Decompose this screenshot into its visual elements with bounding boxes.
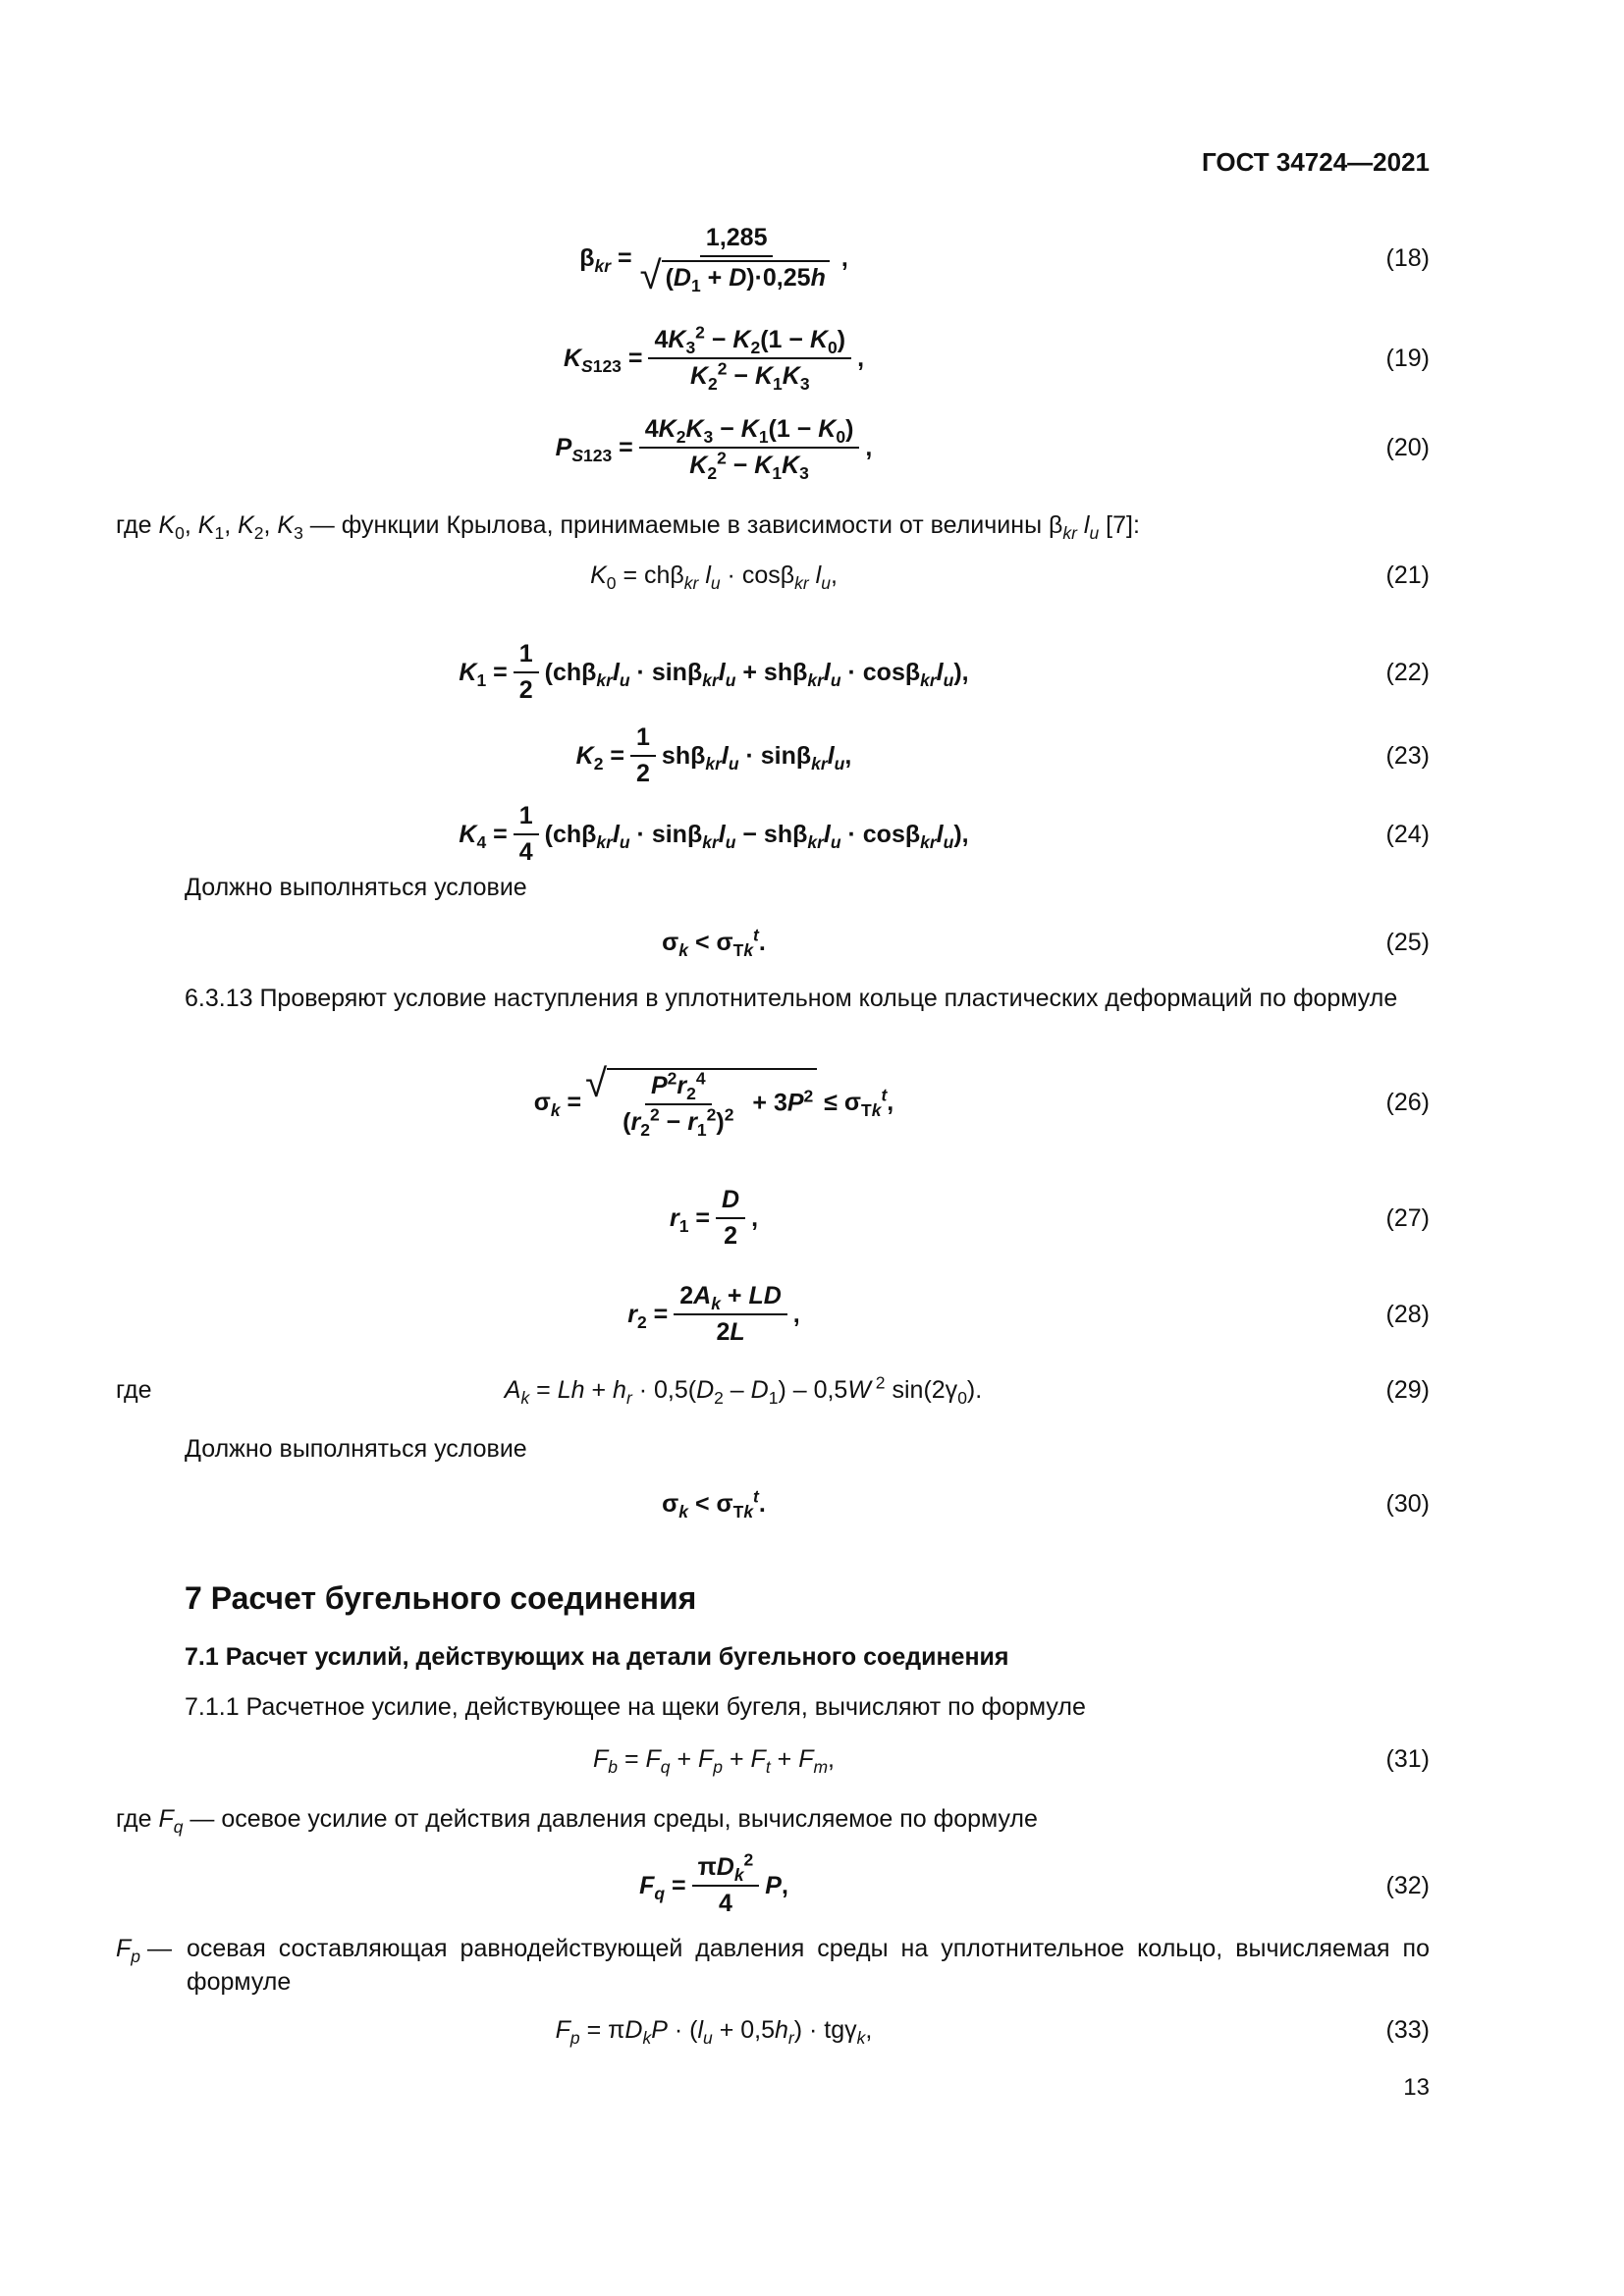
equation-number: (20) bbox=[1385, 433, 1430, 461]
condition-paragraph-2: Должно выполняться условие bbox=[185, 1435, 527, 1463]
formula-sigma-condition-1: $\sigma_k < \sigma_{Tk}^t$. bbox=[662, 925, 766, 960]
equation-number: (22) bbox=[1385, 658, 1430, 686]
equation-number: (25) bbox=[1385, 929, 1430, 956]
condition-paragraph-1: Должно выполняться условие bbox=[185, 874, 527, 901]
document-code-header: ГОСТ 34724—2021 bbox=[1202, 147, 1430, 177]
equation-26 bbox=[116, 1068, 1430, 1140]
equation-number: (33) bbox=[1385, 2016, 1430, 2044]
equation-23 bbox=[116, 723, 1430, 788]
equation-22 bbox=[116, 640, 1430, 705]
equation-32 bbox=[116, 1849, 1430, 1918]
formula-fp: $F_p = \pi D_kP \cdot (l_u + 0,5h_r) \cdot tg\gamma_k$, bbox=[555, 2016, 873, 2048]
equation-29 bbox=[116, 1372, 1430, 1408]
page-number: 13 bbox=[1403, 2074, 1430, 2101]
equation-number: (19) bbox=[1385, 344, 1430, 372]
formula-sigma-condition-2: $\sigma_k < \sigma_{Tk}^t$. bbox=[662, 1486, 766, 1522]
formula-r2: $r_2$ = $\frac{2A_k + LD}{2L}$ , bbox=[627, 1282, 800, 1346]
formula-ps123: $P_{S123}$ = $\frac{4K_2K_3 - K_1(1 - K_0)}{K_2^2 - K_1K_3}$ , bbox=[555, 415, 873, 483]
equation-28 bbox=[116, 1282, 1430, 1347]
equation-number: (18) bbox=[1385, 243, 1430, 272]
formula-sigma-k: $\sigma_k$ = √ $\frac{P^2r_2^4}{(r_2^2 - r_1^2)^2}$ + $3P^2$ ≤ $\sigma_{Tk}^t$, bbox=[116, 1068, 1312, 1137]
equation-18 bbox=[116, 224, 1430, 293]
equation-number: (28) bbox=[1385, 1300, 1430, 1328]
equation-number: (23) bbox=[1385, 741, 1430, 770]
clause-6-3-13: 6.3.13 Проверяют условие наступления в уплотнительном кольце пластических деформаций по формуле bbox=[185, 985, 1398, 1012]
formula-k4: $K_4$ = $\frac{1}{4}$ $(ch\beta_{kr}l_u \cdot \sin\beta_{kr}l_u - sh\beta_{kr}l_u \cdot \cos\beta_{kr}l_u)$, bbox=[459, 802, 969, 866]
krylov-intro-paragraph: где $K_0$, $K_1$, $K_2$, $K_3$ — функции Крылова, принимаемые в зависимости от величины $\beta_{kr}$ $l_u$ [7]: bbox=[116, 511, 1140, 543]
where-label: где bbox=[116, 1376, 152, 1404]
equation-31 bbox=[116, 1745, 1430, 1777]
formula-fb: $F_b = F_q + F_p + F_t + F_m$, bbox=[592, 1745, 835, 1777]
equation-number: (29) bbox=[1385, 1376, 1430, 1404]
equation-27 bbox=[116, 1186, 1430, 1251]
equation-number: (21) bbox=[1385, 561, 1430, 589]
equation-number: (26) bbox=[1385, 1088, 1430, 1116]
clause-7-1-1: 7.1.1 Расчетное усилие, действующее на щеки бугеля, вычисляют по формуле bbox=[185, 1693, 1086, 1721]
section-7-title: 7 Расчет бугельного соединения bbox=[185, 1580, 697, 1616]
equation-number: (24) bbox=[1385, 820, 1430, 848]
formula-k2: $K_2$ = $\frac{1}{2}$ $sh\beta_{kr}l_u \cdot \sin\beta_{kr}l_u$, bbox=[575, 723, 852, 787]
equation-number: (31) bbox=[1385, 1745, 1430, 1773]
equation-number: (30) bbox=[1385, 1490, 1430, 1518]
fp-definition: $F_p$ — осевая составляющая равнодействующей давления среды на уплотнительное кольцо, вычисляемая по формуле bbox=[116, 1935, 1430, 1996]
equation-20 bbox=[116, 415, 1430, 483]
formula-beta-kr: $\beta_{kr}$ = 1,285 √ $(D_1 + D)\cdot 0,25h$ , bbox=[116, 224, 1312, 293]
formula-ks123: $K_{S123}$ = $\frac{4K_3^2 - K_2(1 - K_0)}{K_2^2 - K_1K_3}$ , bbox=[563, 322, 865, 394]
formula-k0: $K_0 = ch\beta_{kr}$ $l_u \cdot \cos\beta_{kr}$ $l_u$, bbox=[590, 561, 838, 593]
equation-30 bbox=[116, 1486, 1430, 1522]
formula-fq: $F_q$ = $\frac{\pi D_k^2}{4}$ P , bbox=[639, 1849, 788, 1917]
equation-24 bbox=[116, 802, 1430, 867]
fq-definition: где $F_q$ — осевое усилие от действия давления среды, вычисляемое по формуле bbox=[116, 1805, 1038, 1837]
equation-19 bbox=[116, 322, 1430, 394]
equation-33 bbox=[116, 2016, 1430, 2048]
formula-r1: $r_1$ = $\frac{D}{2}$ , bbox=[669, 1186, 759, 1250]
section-7-1-title: 7.1 Расчет усилий, действующих на детали бугельного соединения bbox=[185, 1643, 1009, 1671]
formula-k1: $K_1$ = $\frac{1}{2}$ $(ch\beta_{kr}l_u \cdot \sin\beta_{kr}l_u + sh\beta_{kr}l_u \cdot \cos\beta_{kr}l_u)$, bbox=[459, 640, 969, 704]
formula-ak: $A_k = Lh + h_r \cdot 0,5(D_2 - D_1) - 0,5W$ $^2$ $\sin(2\gamma_0)$. bbox=[504, 1372, 983, 1408]
equation-21 bbox=[116, 561, 1430, 593]
equation-number: (27) bbox=[1385, 1203, 1430, 1232]
equation-25 bbox=[116, 925, 1430, 960]
equation-number: (32) bbox=[1385, 1871, 1430, 1899]
